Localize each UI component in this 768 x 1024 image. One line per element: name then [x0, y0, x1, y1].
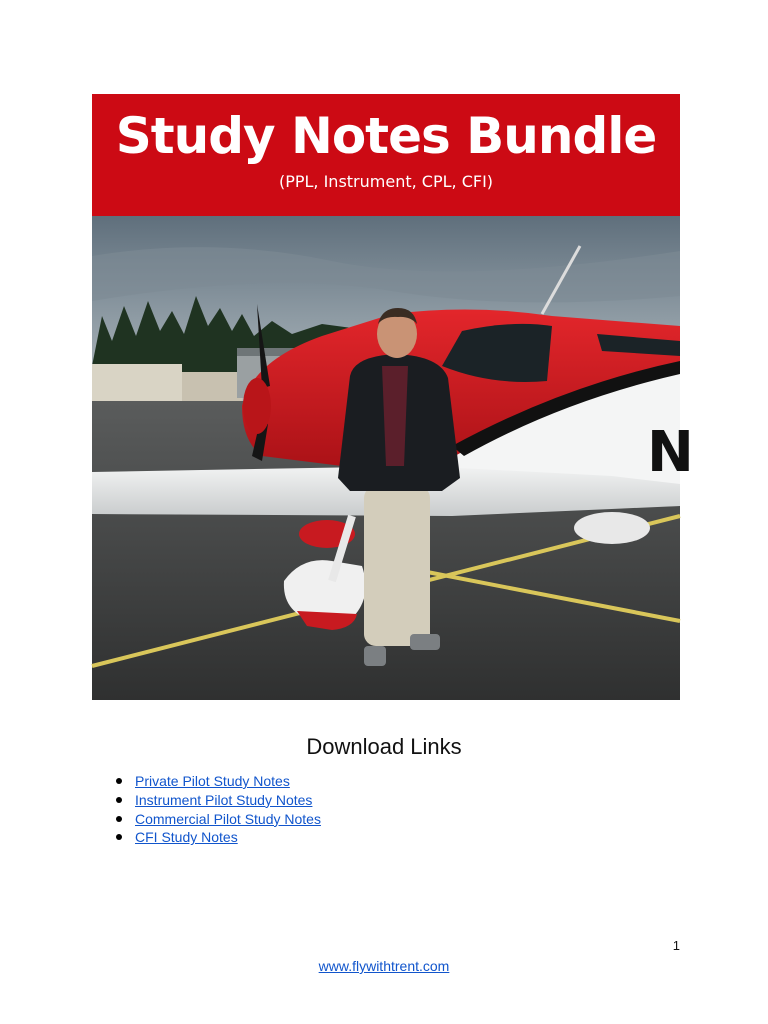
list-item [110, 772, 321, 791]
private-pilot-notes-link[interactable]: Private Pilot Study Notes [135, 773, 290, 789]
right-wheel-fairing [574, 512, 650, 544]
list-item [110, 828, 321, 847]
download-links-list [110, 772, 321, 847]
hangar-building [92, 364, 182, 406]
building [182, 372, 242, 406]
page-number: 1 [672, 938, 680, 953]
commercial-pilot-notes-link[interactable]: Commercial Pilot Study Notes [135, 810, 321, 827]
bullet-icon [116, 778, 122, 784]
spinner [243, 378, 271, 434]
banner-subtitle: (PPL, Instrument, CPL, CFI) [278, 172, 494, 191]
cfi-notes-link[interactable]: CFI Study Notes [135, 829, 238, 846]
banner-title: Study Notes Bundle [115, 107, 657, 165]
bullet-icon [116, 797, 122, 803]
list-item [110, 791, 321, 810]
title-banner [92, 94, 680, 216]
instrument-pilot-notes-link[interactable]: Instrument Pilot Study Notes [135, 791, 313, 808]
list-item [110, 810, 321, 829]
main-wheel-fairing [284, 560, 366, 621]
tail-lettering: N [647, 420, 694, 485]
bullet-icon [116, 834, 122, 840]
pilot-airplane-photo [92, 216, 694, 700]
bullet-icon [116, 816, 122, 822]
download-links-heading: Download Links [306, 734, 462, 759]
website-link[interactable]: www.flywithtrent.com [318, 958, 450, 974]
